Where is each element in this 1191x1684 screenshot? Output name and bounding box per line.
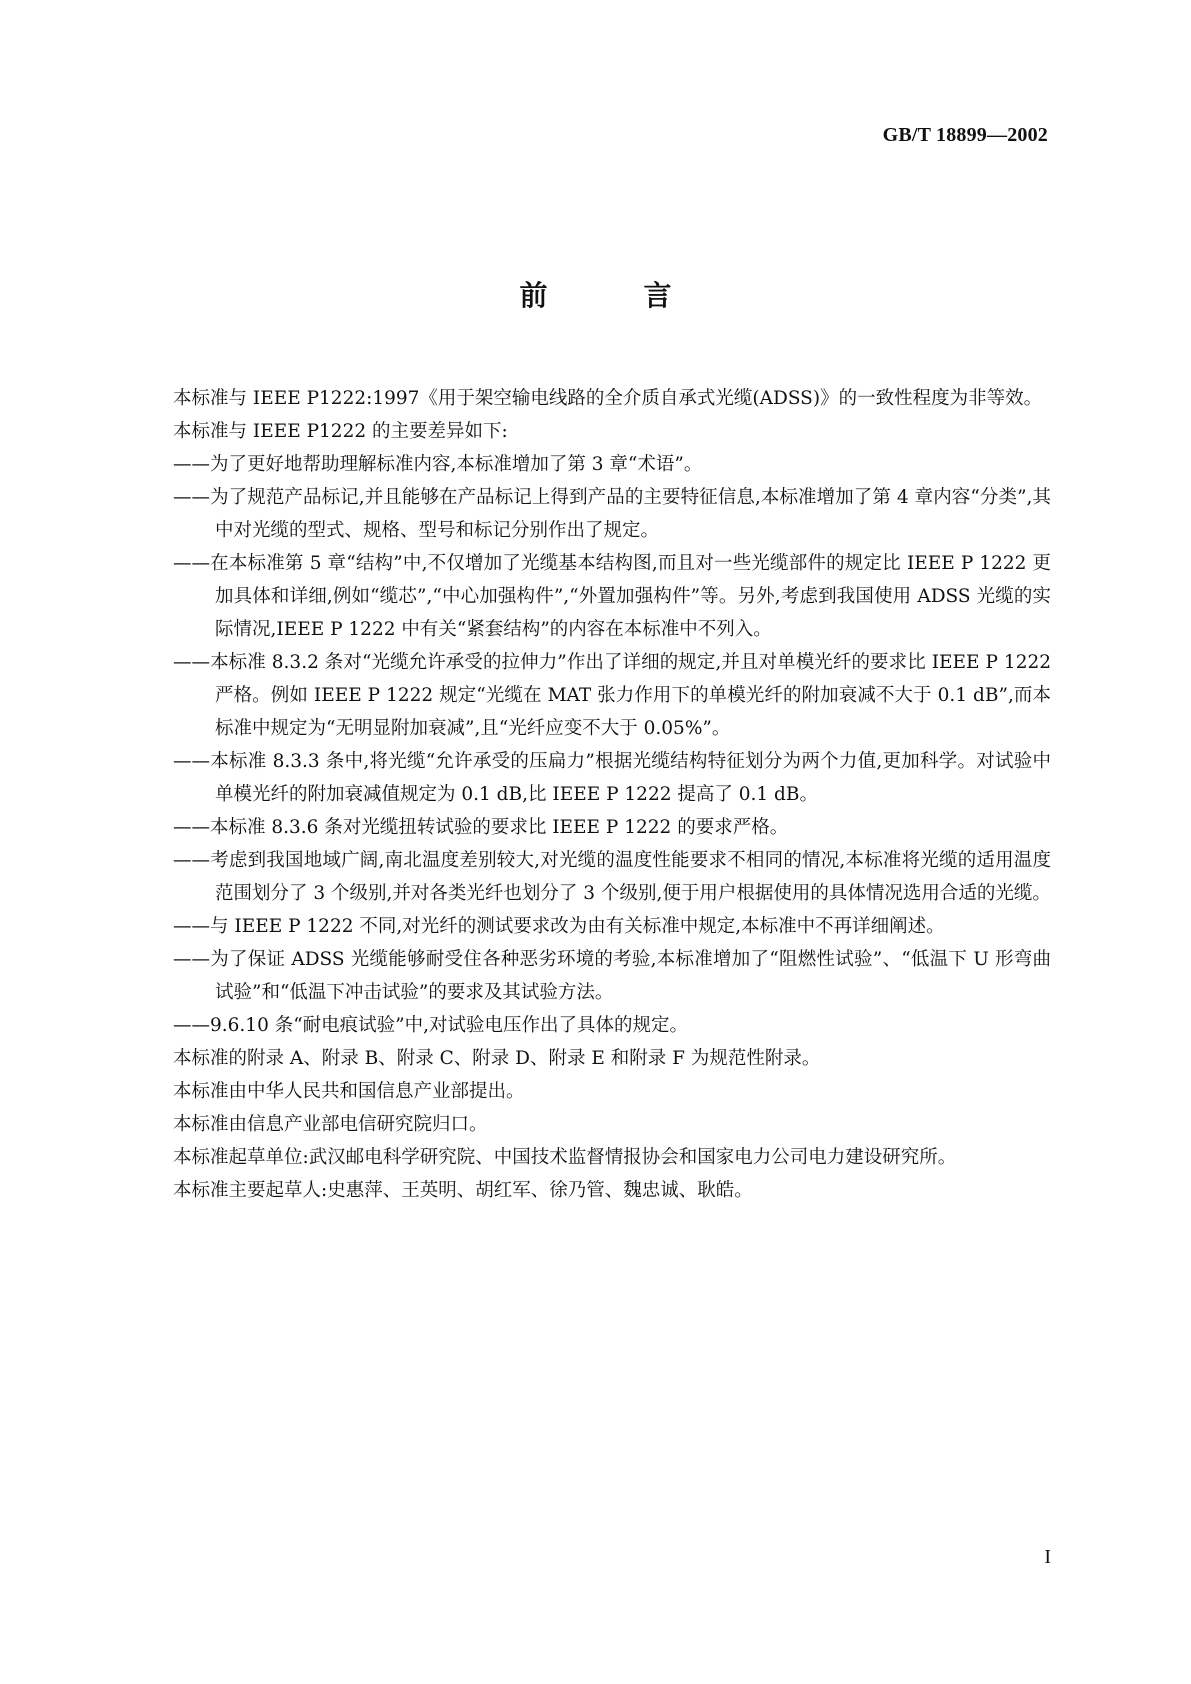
intro-paragraph: 本标准与 IEEE P1222:1997《用于架空输电线路的全介质自承式光缆(ADSS)》的一致性程度为非等效。 bbox=[173, 388, 1043, 409]
closing-paragraph: 本标准由中华人民共和国信息产业部提出。 bbox=[173, 1081, 525, 1102]
difference-item: ——为了更好地帮助理解标准内容,本标准增加了第 3 章“术语”。 bbox=[173, 454, 703, 475]
foreword-body bbox=[131, 382, 1051, 1207]
difference-item: ——与 IEEE P 1222 不同,对光纤的测试要求改为由有关标准中规定,本标准中不再详细阐述。 bbox=[173, 916, 945, 937]
closing-paragraph: 本标准的附录 A、附录 B、附录 C、附录 D、附录 E 和附录 F 为规范性附录。 bbox=[173, 1048, 821, 1069]
difference-item: ——本标准 8.3.3 条中,将光缆“允许承受的压扁力”根据光缆结构特征划分为两个力值,更加科学。对试验中单模光纤的附加衰减值规定为 0.1 dB,比 IEEE P 1222 提高了 0.1 dB。 bbox=[173, 751, 1051, 805]
standard-code: GB/T 18899—2002 bbox=[882, 124, 1048, 146]
difference-item: ——在本标准第 5 章“结构”中,不仅增加了光缆基本结构图,而且对一些光缆部件的规定比 IEEE P 1222 更加具体和详细,例如“缆芯”,“中心加强构件”,“外置加强构件”等。另外,考虑到我国使用 ADSS 光缆的实际情况,IEEE P 1222 中有关“紧套结构”的内容在本标准中不列入。 bbox=[173, 553, 1051, 640]
difference-item: ——本标准 8.3.6 条对光缆扭转试验的要求比 IEEE P 1222 的要求严格。 bbox=[173, 817, 789, 838]
difference-item: ——9.6.10 条“耐电痕试验”中,对试验电压作出了具体的规定。 bbox=[173, 1015, 689, 1036]
page-number: I bbox=[1044, 1546, 1051, 1568]
difference-item: ——考虑到我国地域广阔,南北温度差别较大,对光缆的温度性能要求不相同的情况,本标准将光缆的适用温度范围划分了 3 个级别,并对各类光纤也划分了 3 个级别,便于用户根据使用的具体情况选用合适的光缆。 bbox=[173, 850, 1051, 904]
difference-item: ——本标准 8.3.2 条对“光缆允许承受的拉伸力”作出了详细的规定,并且对单模光纤的要求比 IEEE P 1222 严格。例如 IEEE P 1222 规定“光缆在 MAT 张力作用下的单模光纤的附加衰减不大于 0.1 dB”,而本标准中规定为“无明显附加衰减”,且“光纤应变不大于 0.05%”。 bbox=[173, 652, 1051, 739]
difference-item: ——为了保证 ADSS 光缆能够耐受住各种恶劣环境的考验,本标准增加了“阻燃性试验”、“低温下 U 形弯曲试验”和“低温下冲击试验”的要求及其试验方法。 bbox=[173, 949, 1051, 1003]
closing-paragraph: 本标准由信息产业部电信研究院归口。 bbox=[173, 1114, 488, 1135]
page-title: 前 言 bbox=[519, 279, 706, 312]
intro-paragraph: 本标准与 IEEE P1222 的主要差异如下: bbox=[173, 421, 508, 442]
difference-item: ——为了规范产品标记,并且能够在产品标记上得到产品的主要特征信息,本标准增加了第 4 章内容“分类”,其中对光缆的型式、规格、型号和标记分别作出了规定。 bbox=[173, 487, 1051, 541]
closing-paragraph: 本标准起草单位:武汉邮电科学研究院、中国技术监督情报协会和国家电力公司电力建设研究所。 bbox=[173, 1147, 957, 1168]
closing-paragraph: 本标准主要起草人:史惠萍、王英明、胡红军、徐乃管、魏忠诚、耿皓。 bbox=[173, 1180, 753, 1201]
